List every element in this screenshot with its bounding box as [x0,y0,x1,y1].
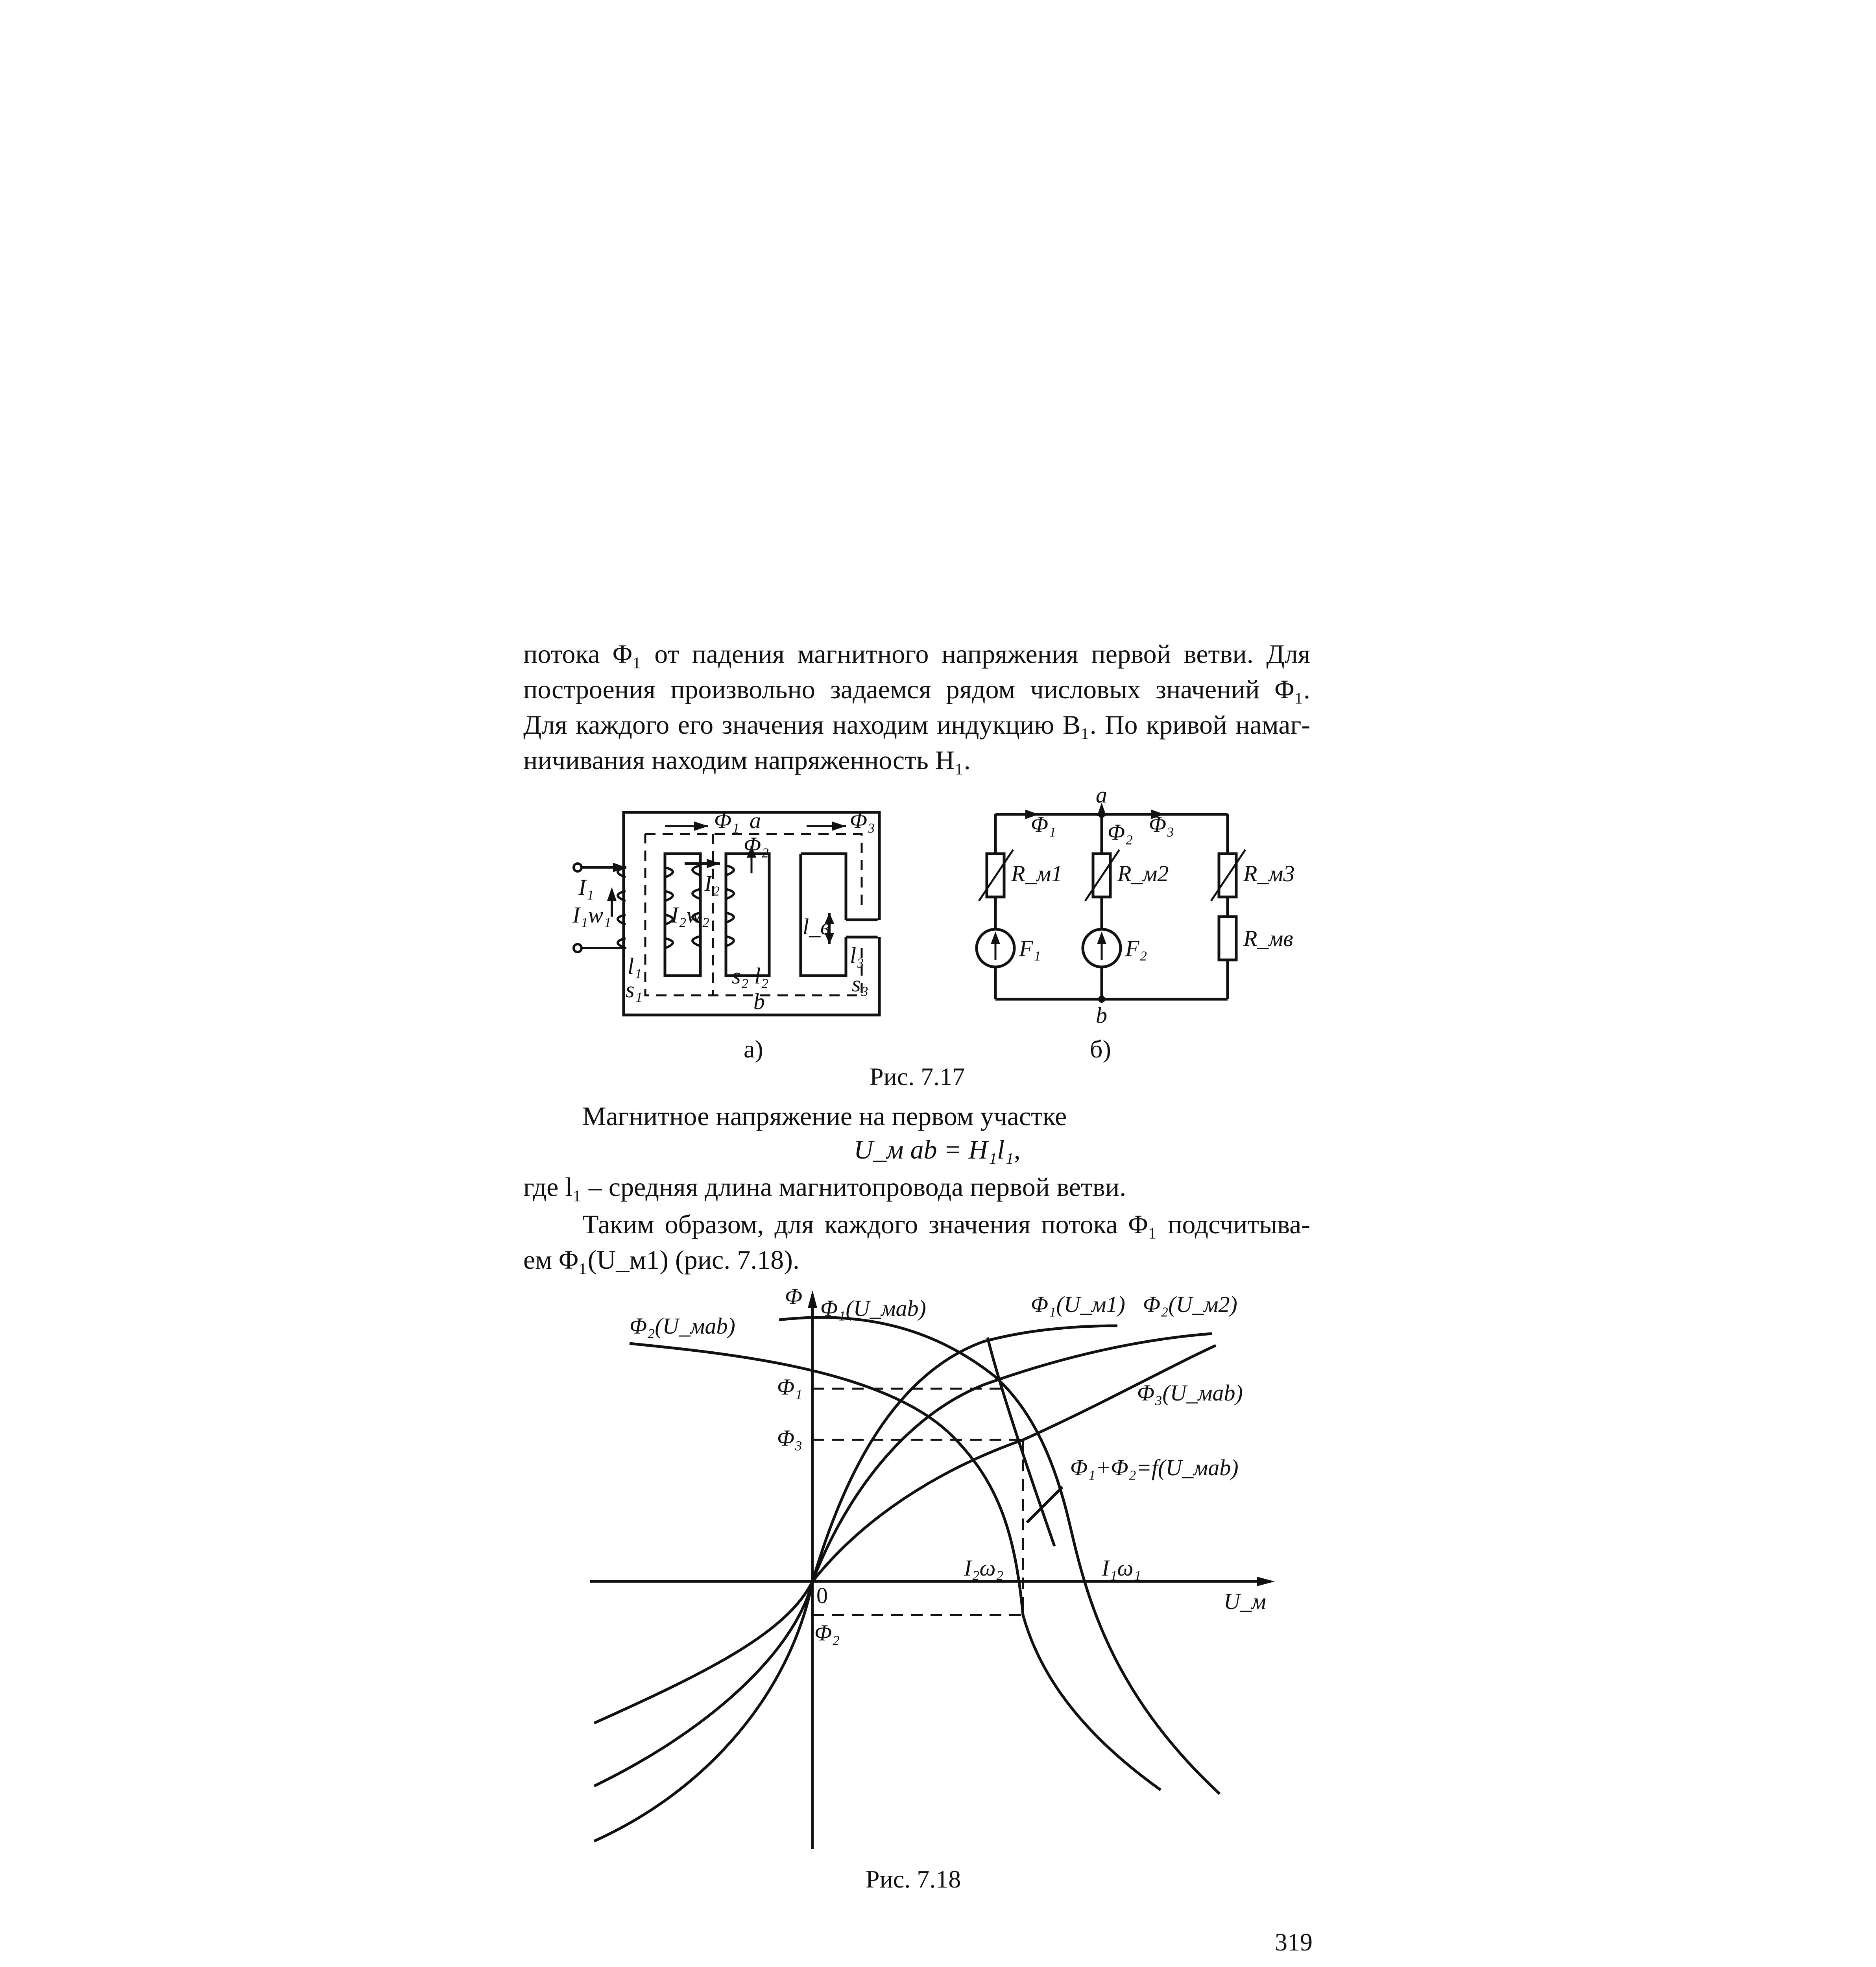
equation: U_м ab = H₁l₁, [854,1135,1021,1164]
label-Rm2: R_м2 [1117,861,1169,886]
label-phi1-a: Φ₁ [714,808,740,833]
label-F2: F₂ [1125,936,1147,961]
label-l1: l₁ [628,953,642,979]
paragraph-4-line-1: Таким образом, для каждого значения потока Φ₁ подсчитыва- [582,1209,1310,1239]
paragraph-1-line-4: ничивания находим напряженность H₁. [523,745,971,775]
curve-phi3-umab [594,1345,1216,1841]
label-a-b: a [1096,782,1107,808]
page-number: 319 [1275,1928,1313,1956]
paragraph-1-line-3: Для каждого его значения находим индукцию B₁. По кривой намаг- [523,710,1310,740]
curve-phi1-um1-label: Φ₁(U_м1) [1031,1292,1125,1317]
fig-7-17b-sublabel: б) [1090,1035,1111,1063]
curve-phi3-umab-label: Φ₃(U_маb) [1137,1380,1243,1406]
fig-7-17-caption: Рис. 7.17 [870,1063,965,1091]
fig-7-17a-sublabel: а) [744,1035,763,1063]
label-phi1-b: Φ₁ [1031,812,1056,837]
label-phi3-a: Φ₃ [850,808,875,833]
paragraph-1-line-1: потока Φ₁ от падения магнитного напряжения первой ветви. Для [523,639,1310,669]
curve-phi1-um1 [594,1326,1117,1723]
phi2-tick-label: Φ₂ [814,1620,840,1646]
label-s1: s₁ [626,977,643,1002]
label-Rm3: R_м3 [1243,861,1295,886]
axis-y-label: Φ [785,1284,803,1309]
label-I2: I₂ [704,871,720,896]
axis-x-label: U_м [1224,1589,1266,1614]
label-lv: l_в [803,914,831,939]
curve-sum-label: Φ₁+Φ₂=f(U_маb) [1070,1455,1239,1480]
I1w1-label: I₁ω₁ [1102,1555,1141,1581]
phi1-tick-label: Φ₁ [777,1374,803,1400]
origin-label: 0 [816,1583,828,1608]
label-phi3-b: Φ₃ [1149,812,1174,837]
label-phi2-b: Φ₂ [1108,819,1133,845]
curve-phi2-umab-label: Φ₂(U_маb) [630,1313,735,1339]
label-a-a: a [750,808,761,833]
label-b-b: b [1096,1002,1107,1028]
I2w2-label: I₂ω₂ [964,1555,1004,1581]
label-Rm1: R_м1 [1011,861,1063,886]
paragraph-4-line-2: ем Φ₁(U_м1) (рис. 7.18). [523,1245,800,1275]
label-l3: l₃ [850,943,864,968]
label-Rmv: R_мв [1243,926,1293,951]
label-b-a: b [753,989,765,1014]
label-I1w1: I₁w₁ [572,902,611,928]
label-s2l2: s₂ l₂ [732,963,769,989]
paragraph-3: где l₁ – средняя длина магнитопровода первой ветви. [523,1172,1126,1202]
label-I2w2: I₂w₂ [671,902,710,928]
curve-phi1-umab-label: Φ₁(U_маb) [820,1295,926,1321]
label-phi2-a: Φ₂ [744,832,769,858]
fig-7-18-caption: Рис. 7.18 [866,1865,961,1893]
phi3-tick-label: Φ₃ [777,1425,803,1451]
paragraph-2: Магнитное напряжение на первом участке [582,1101,1067,1131]
paragraph-1-line-2: построения произвольно задаемся рядом числовых значений Φ₁. [523,674,1310,704]
label-F1: F₁ [1019,936,1041,961]
label-s3: s₃ [852,971,869,996]
label-I1: I₁ [578,875,594,900]
curve-phi2-um2-label: Φ₂(U_м2) [1143,1292,1237,1317]
